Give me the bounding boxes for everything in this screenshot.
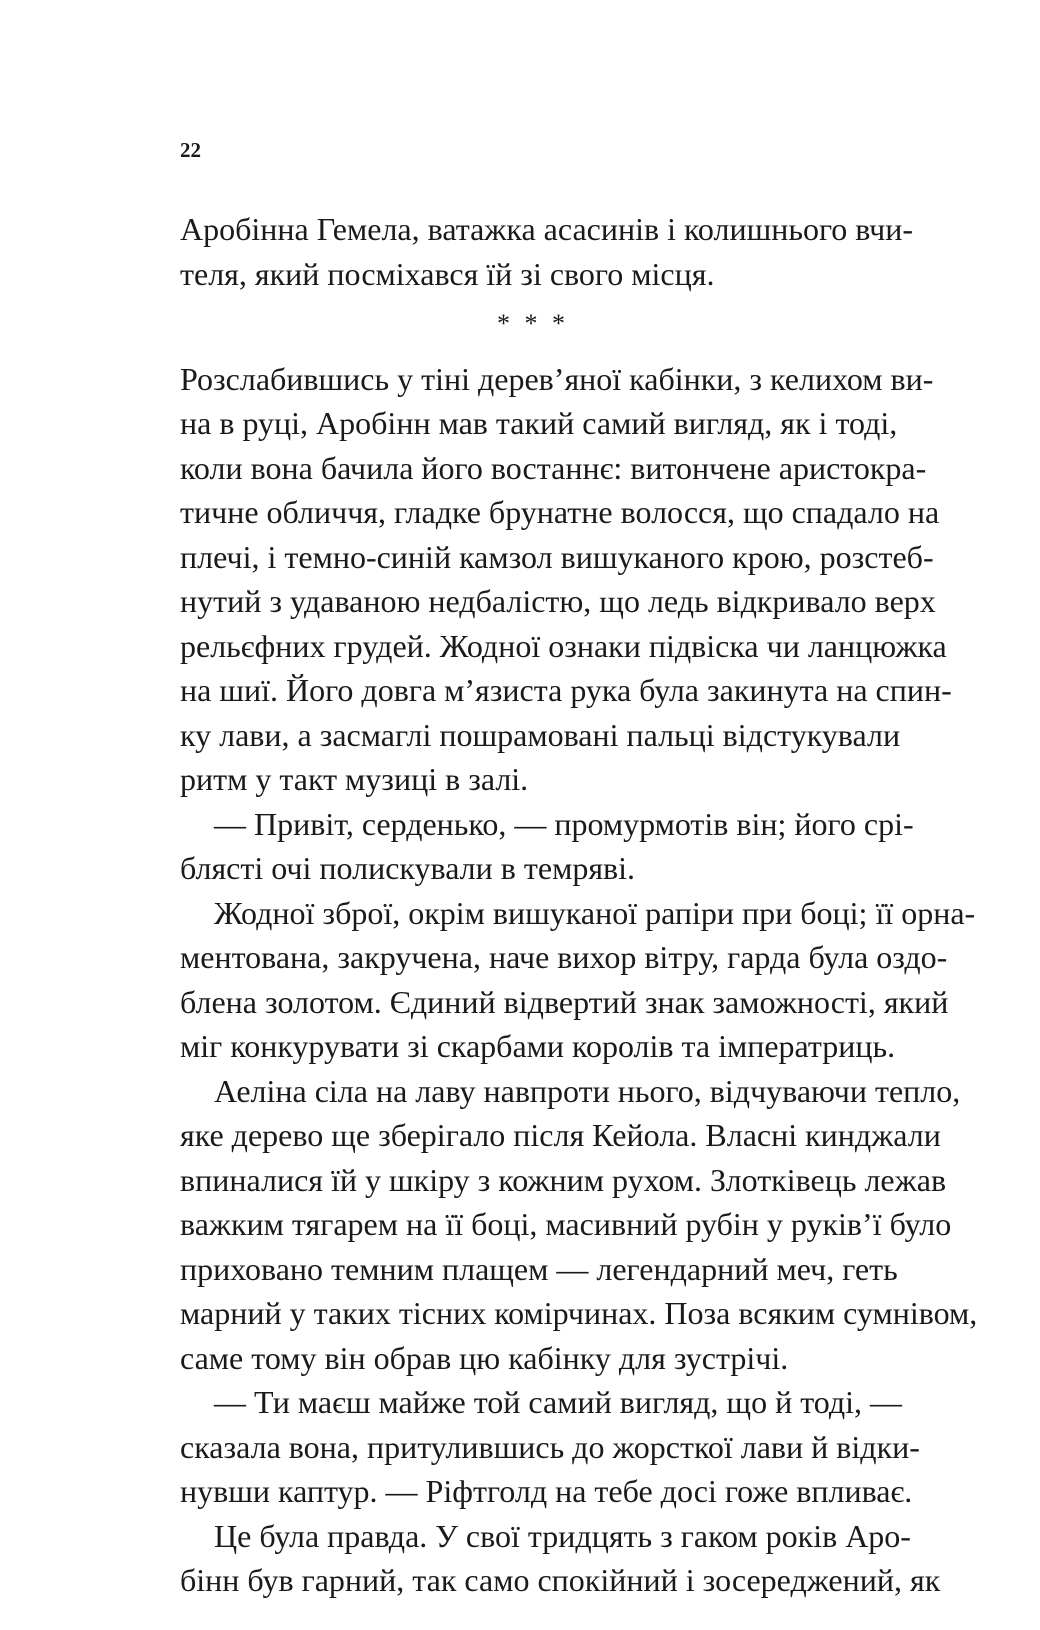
paragraph [180, 802, 914, 891]
page-number: 22 [180, 138, 201, 162]
text-line: марний у таких тісних комірчинах. Поза всяким сумнівом, [180, 1295, 978, 1331]
paragraph [180, 1514, 941, 1603]
text-line: нувши каптур. — Ріфтголд на тебе досі гоже впливає. [180, 1473, 913, 1509]
text-line: сказала вона, притулившись до жорсткої лави й відки- [180, 1428, 920, 1465]
text-line: саме тому він обрав цю кабінку для зустрічі. [180, 1339, 789, 1376]
text-line: важким тягарем на її боці, масивний рубін у руків’ї було [180, 1206, 952, 1242]
text-line: Розслабившись у тіні дерев’яної кабінки, з келихом ви- [180, 360, 934, 397]
book-page [180, 138, 978, 1603]
text-line: на шиї. Його довга м’язиста рука була закинута на спин- [180, 672, 952, 708]
section-separator: * * * [497, 309, 569, 338]
text-line: яке дерево ще зберігало після Кейола. Власні кинджали [180, 1117, 941, 1153]
text-line: Жодної зброї, окрім вишуканої рапіри при боці; її орна- [214, 894, 976, 931]
text-line: ку лави, а засмаглі пошрамовані пальці відстукували [180, 716, 901, 753]
text-line: блясті очі полискували в темряві. [180, 850, 636, 886]
text-line: ритм у такт музиці в залі. [180, 761, 529, 797]
paragraph [180, 207, 914, 296]
text-line: бінн був гарний, так само спокійний і зосереджений, як [180, 1562, 941, 1598]
text-line: тичне обличчя, гладке брунатне волосся, що спадало на [180, 494, 940, 530]
text-line: Аеліна сіла на лаву навпроти нього, відчуваючи тепло, [214, 1072, 961, 1109]
paragraph [180, 891, 976, 1069]
paragraph [180, 1069, 978, 1381]
text-line: плечі, і темно-синій камзол вишуканого крою, розстеб- [180, 538, 934, 575]
text-line: впиналися їй у шкіру з кожним рухом. Злотківець лежав [180, 1161, 947, 1198]
paragraph [180, 1380, 920, 1514]
text-line: приховано темним плащем — легендарний меч, геть [180, 1250, 898, 1287]
text-block [180, 207, 978, 1603]
text-line: рельєфних грудей. Жодної ознаки підвіска чи ланцюжка [180, 627, 947, 664]
text-line: ментована, закручена, наче вихор вітру, гарда була оздо- [180, 939, 948, 975]
text-line: — Привіт, серденько, — промурмотів він; його срі- [214, 805, 914, 842]
text-line: нутий з удаваною недбалістю, що ледь відкривало верх [180, 583, 936, 619]
text-line: Це була правда. У свої тридцять з гаком років Аро- [214, 1517, 911, 1554]
text-line: коли вона бачила його востаннє: витончене аристокра- [180, 449, 927, 486]
text-line: міг конкурувати зі скарбами королів та імператриць. [180, 1028, 896, 1064]
text-line: блена золотом. Єдиний відвертий знак заможності, який [180, 983, 949, 1020]
text-line: — Ти маєш майже той самий вигляд, що й тоді, — [214, 1384, 902, 1420]
text-line: на в руці, Аробінн мав такий самий вигляд, як і тоді, [180, 405, 898, 441]
text-line: Аробінна Гемела, ватажка асасинів і колишнього вчи- [180, 211, 914, 247]
paragraph [180, 357, 952, 802]
text-line: теля, який посміхався їй зі свого місця. [180, 255, 715, 292]
